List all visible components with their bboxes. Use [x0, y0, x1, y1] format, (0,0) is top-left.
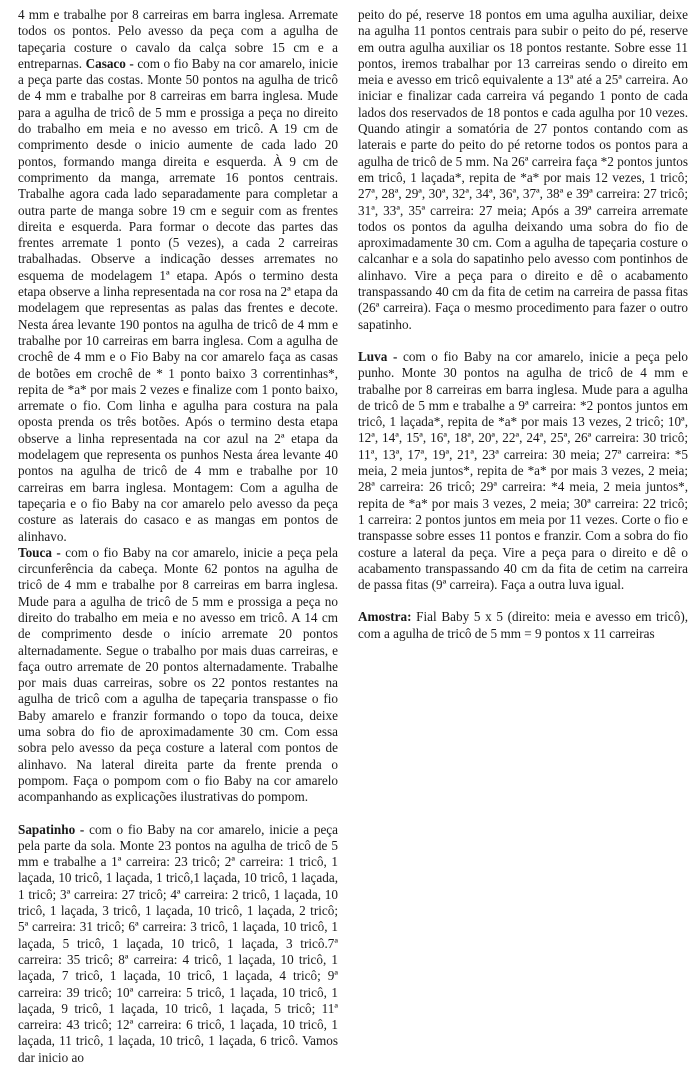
- sapatinho-continuation-text: peito do pé, reserve 18 pontos em uma agulha auxiliar, deixe na agulha 11 pontos centrais para subir o peito do pé, reserve em outra agulha auxiliar os 18 pontos restante. Sobre esse 11 pontos, iremos trabalhar por 13 carreiras sendo o direito em meia e avesso em tricô equivalente a 13ª até a 25ª carreira. Ao iniciar e finalizar cada carreira vá pegando 1 ponto de cada lados dos reservados de 18 pontos e cada agulha por 10 vezes. Quando atingir a somatória de 27 pontos contando com as laterais e parte do peito do pé retorne todos os pontos para a agulha de tricô de 5 mm. Na 26ª carreira faça *2 pontos juntos em tricô, 1 laçada*, repita de *a* por mais 12 vezes, 1 tricô; 27ª, 28ª, 29ª, 30ª, 32ª, 34ª, 36ª, 37ª, 38ª e 39ª carreira: 27 tricô; 31ª, 33ª, 35ª carreira: 27 meia; Após a 39ª carreira arremate todos os pontos da agulha deixando uma sobra do fio de aproximadamente 30 cm. Com a agulha de tapeçaria costure o calcanhar e a sola do sapatinho pelo avesso com pontinhos de alinhavo. Vire a peça para o direito e dê o acabamento transpassando 40 cm da fita de cetim na carreira de passa fitas (26ª carreira). Faça o mesmo procedimento para fazer o outro sapatinho.: [358, 7, 688, 332]
- casaco-text: com o fio Baby na cor amarelo, inicie a peça parte das costas. Monte 50 pontos na agulha de tricô de 4 mm e trabalhe por 8 carreiras em barra inglesa. Mude para a agulha de tricô de 5 mm e prossiga a peça no direito do trabalho em meia e no avesso em tricô. A 19 cm de comprimento desde o inicio aumente de cada lado 20 pontos, formando manga direita e esquerda. À 9 cm de comprimento da manga, arremate 16 pontos centrais. Trabalhe agora cada lado separadamente para completar a outra parte de manga sobre 19 cm e seguir com as frentes direita e esquerda. Para formar o decote das partes das frentes arremate 1 ponto (5 vezes), a cada 2 carreiras trabalhadas. Observe a indicação desses arremates no esquema de modelagem 1ª etapa. Após o termino desta etapa observe a linha representada na cor rosa na 2ª etapa da modelagem que representas as palas das frentes e decote. Nesta área levante 190 pontos na agulha de tricô de 4 mm e trabalhe por 10 carreiras em barra inglesa. Com a agulha de crochê de 4 mm e o Fio Baby na cor amarelo faça as casas de botões em crochê de * 1 ponto baixo 3 correntinhas*, repita de *a* por mais 2 vezes e finalize com 1 ponto baixo, arremate o fio. Com linha e agulha para costura na pala oposta prenda os três botões. Após o termino desta etapa observe a linha representada na cor azul na 2ª etapa da modelagem que representa os punhos Nesta área levante 40 pontos na agulha de tricô de 4 mm e trabalhe por 10 carreiras em barra inglesa. Montagem: Com a agulha de tapeçaria e o fio Baby na cor amarelo pelo avesso da peça costure as laterais do casaco e as mangas em pontos de alinhavo.: [18, 55, 339, 544]
- sapatinho-continuation-paragraph: [358, 7, 688, 333]
- amostra-heading: Amostra:: [358, 609, 412, 625]
- luva-paragraph: [358, 349, 688, 593]
- left-column: [18, 7, 339, 1065]
- calca-paragraph: [18, 7, 338, 545]
- luva-heading: Luva -: [358, 348, 398, 364]
- amostra-text: Fial Baby 5 x 5 (direito: meia e avesso em tricô), com a agulha de tricô de 5 mm = 9 pontos x 11 carreiras: [358, 609, 689, 641]
- amostra-paragraph: [358, 609, 688, 642]
- calca-text: 4 mm e trabalhe por 8 carreiras em barra inglesa. Arremate todos os pontos. Pelo avesso da peça com a agulha de tapeçaria costure o cavalo da calça sobre 15 cm e a entreparnas.: [18, 7, 338, 71]
- touca-paragraph: [18, 545, 338, 806]
- touca-text: com o fio Baby na cor amarelo, inicie a peça pela circunferência da cabeça. Monte 62 pontos na agulha de tricô de 4 mm e trabalhe por 8 carreiras em barra inglesa. Mude para a agulha de tricô de 5 mm e prossiga a peça no direito do trabalho em meia e no avesso em tricô. A 14 cm de comprimento desde o início arremate 20 pontos alternadamente. Segue o trabalho por mais duas carreiras, e faça outro arremate de 20 pontos alternadamente. Trabalhe por mais duas carreiras, sobre os 22 pontos restantes na agulha de tricô com a agulha de tapeçaria transpasse o fio Baby amarelo e franzir formando o topo da touca, deixe uma sobra do fio de aproximadamente 30 cm. Com essa sobra pelo avesso da peça costure a lateral com pontos de alinhavo. Na lateral direita parte da frente prenda o pompom. Faça o pompom com o fio Baby na cor amarelo acompanhando as explicações ilustrativas do pompom.: [18, 544, 338, 805]
- casaco-heading: Casaco -: [85, 55, 134, 71]
- right-column: [358, 7, 688, 990]
- luva-text: com o fio Baby na cor amarelo, inicie a peça pelo punho. Monte 30 pontos na agulha de tricô de 4 mm e trabalhe por 8 carreiras em barra inglesa. Mude para a agulha de tricô de 5 mm e trabalhe a 9ª carreira: *2 pontos juntos em tricô, 1 laçada*, repita de *a* por mais 13 vezes, 2 tricô; 10ª, 12ª, 14ª, 15ª, 16ª, 18ª, 20ª, 22ª, 24ª, 25ª, 26ª carreira: 30 tricô; 11ª, 13ª, 17ª, 19ª, 21ª, 23ª carreira: 30 meia; 27ª carreira: *5 meia, 2 meia juntos*, repita de *a* por mais 3 vezes, 2 meia; 28ª carreira: 26 tricô; 29ª carreira: *4 meia, 2 meia juntos*, repita de *a* por mais 3 vezes, 2 meia; 30ª carreira: 22 tricô; 1 carreira: 2 pontos juntos em meia por 11 vezes. Corte o fio e transpasse sobre esses 11 pontos e franzir. Com a sobra do fio costure a lateral da peça. Vire a peça para o direito e dê o acabamento transpassando 40 cm da fita de cetim na carreira de passa fitas (9ª carreira). Faça a outra luva igual.: [358, 348, 689, 593]
- sapatinho-heading: Sapatinho -: [18, 821, 85, 837]
- sapatinho-text: com o fio Baby na cor amarelo, inicie a peça pela parte da sola. Monte 23 pontos na agulha de tricô de 5 mm e trabalhe a 1ª carreira: 23 tricô; 2ª carreira: 1 tricô, 1 laçada, 10 tricô, 1 laçada, 1 tricô,1 laçada, 10 tricô, 1 laçada, 1 tricô; 3ª carreira: 27 tricô; 4ª carreira: 2 tricô, 1 laçada, 10 tricô, 1 laçada, 3 tricô, 1 laçada, 10 tricô, 1 laçada, 2 tricô; 5ª carreira: 31 tricô; 6ª carreira: 3 tricô, 1 laçada, 10 tricô, 1 laçada, 5 tricô, 1 laçada, 10 tricô, 1 laçada, 3 tricô.7ª carreira: 35 tricô; 8ª carreira: 4 tricô, 1 laçada, 10 tricô, 1 laçada, 7 tricô, 1 laçada, 10 tricô, 1 laçada, 4 tricô; 9ª carreira: 39 tricô; 10ª carreira: 5 tricô, 1 laçada, 10 tricô, 1 laçada, 9 tricô, 1 laçada, 10 tricô, 1 laçada, 5 tricô; 11ª carreira: 43 tricô; 12ª carreira: 6 tricô, 1 laçada, 10 tricô, 1 laçada, 11 tricô, 1 laçada, 10 tricô, 1 laçada, 6 tricô. Vamos dar inicio ao: [18, 821, 339, 1065]
- sapatinho-paragraph: [18, 822, 338, 1066]
- touca-heading: Touca -: [18, 544, 61, 560]
